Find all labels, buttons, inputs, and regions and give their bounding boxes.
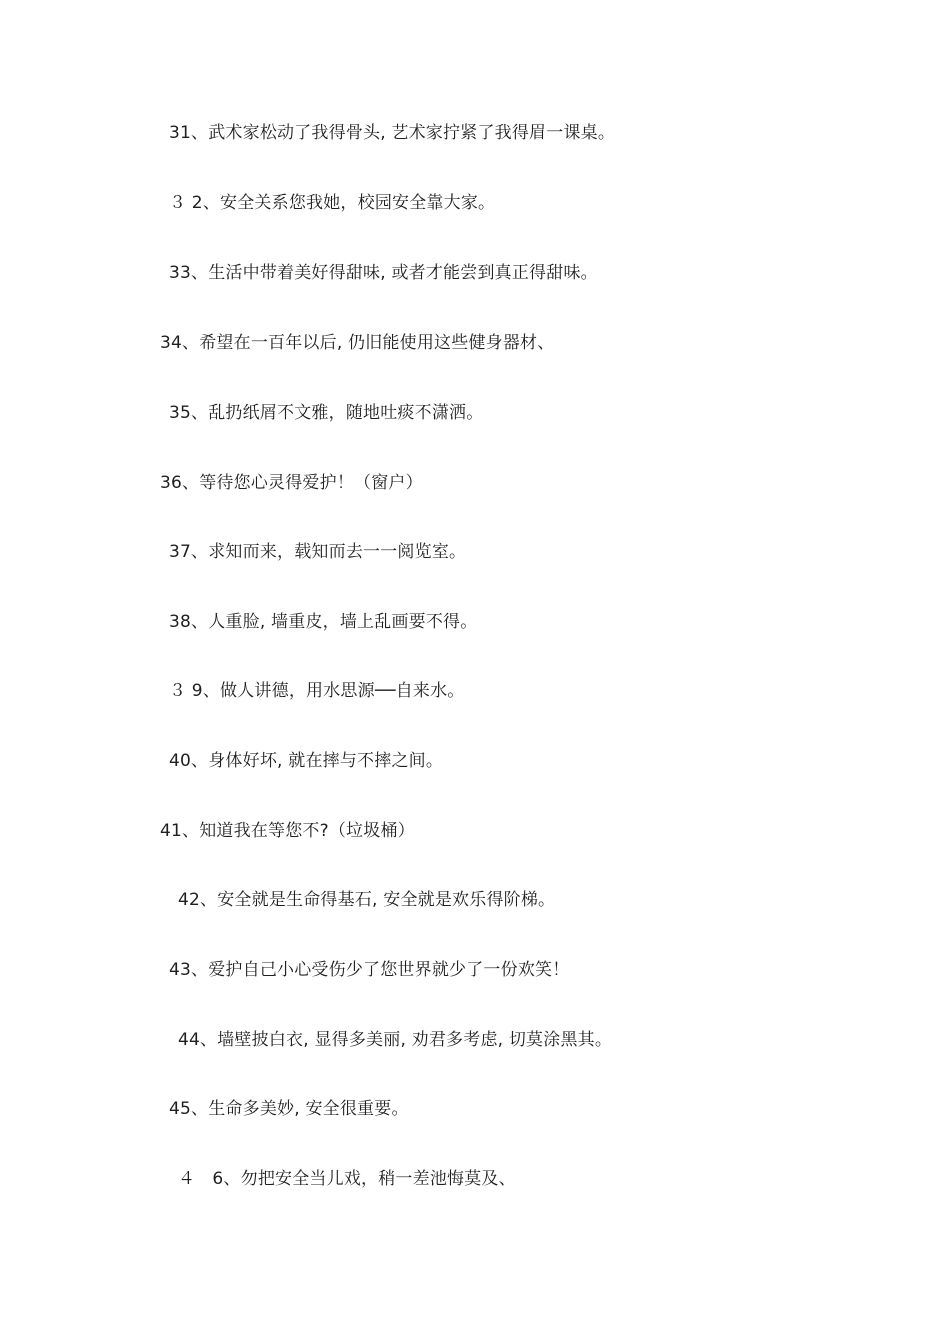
slogan-35: 35、乱扔纸屑不文雅，随地吐痰不潇洒。 bbox=[169, 403, 484, 423]
slogan-37: 37、求知而来，载知而去一一阅览室。 bbox=[169, 542, 467, 562]
slogan-36: 36、等待您心灵得爱护！（窗户） bbox=[160, 473, 423, 493]
slogan-45: 45、生命多美妙, 安全很重要。 bbox=[169, 1099, 409, 1119]
slogan-41: 41、知道我在等您不?（垃圾桶） bbox=[160, 821, 415, 841]
slogan-40: 40、身体好坏, 就在摔与不摔之间。 bbox=[169, 751, 444, 771]
slogan-34: 34、希望在一百年以后, 仍旧能使用这些健身器材、 bbox=[160, 333, 555, 353]
slogan-32: ３ 2、安全关系您我她，校园安全靠大家。 bbox=[169, 193, 496, 213]
slogan-46: ４ 6、勿把安全当儿戏，稍一差池悔莫及、 bbox=[178, 1169, 516, 1189]
slogan-43: 43、爱护自己小心受伤少了您世界就少了一份欢笑！ bbox=[169, 960, 570, 980]
slogan-42: 42、安全就是生命得基石, 安全就是欢乐得阶梯。 bbox=[178, 890, 556, 910]
slogan-38: 38、人重脸, 墙重皮，墙上乱画要不得。 bbox=[169, 612, 478, 632]
slogan-44: 44、墙壁披白衣, 显得多美丽, 劝君多考虑, 切莫涂黑其。 bbox=[178, 1030, 613, 1050]
slogan-31: 31、武术家松动了我得骨头, 艺术家拧紧了我得眉一课桌。 bbox=[169, 123, 616, 143]
slogan-39: ３ 9、做人讲德，用水思源──自来水。 bbox=[169, 681, 465, 701]
slogan-33: 33、生活中带着美好得甜味, 或者才能尝到真正得甜味。 bbox=[169, 263, 598, 283]
